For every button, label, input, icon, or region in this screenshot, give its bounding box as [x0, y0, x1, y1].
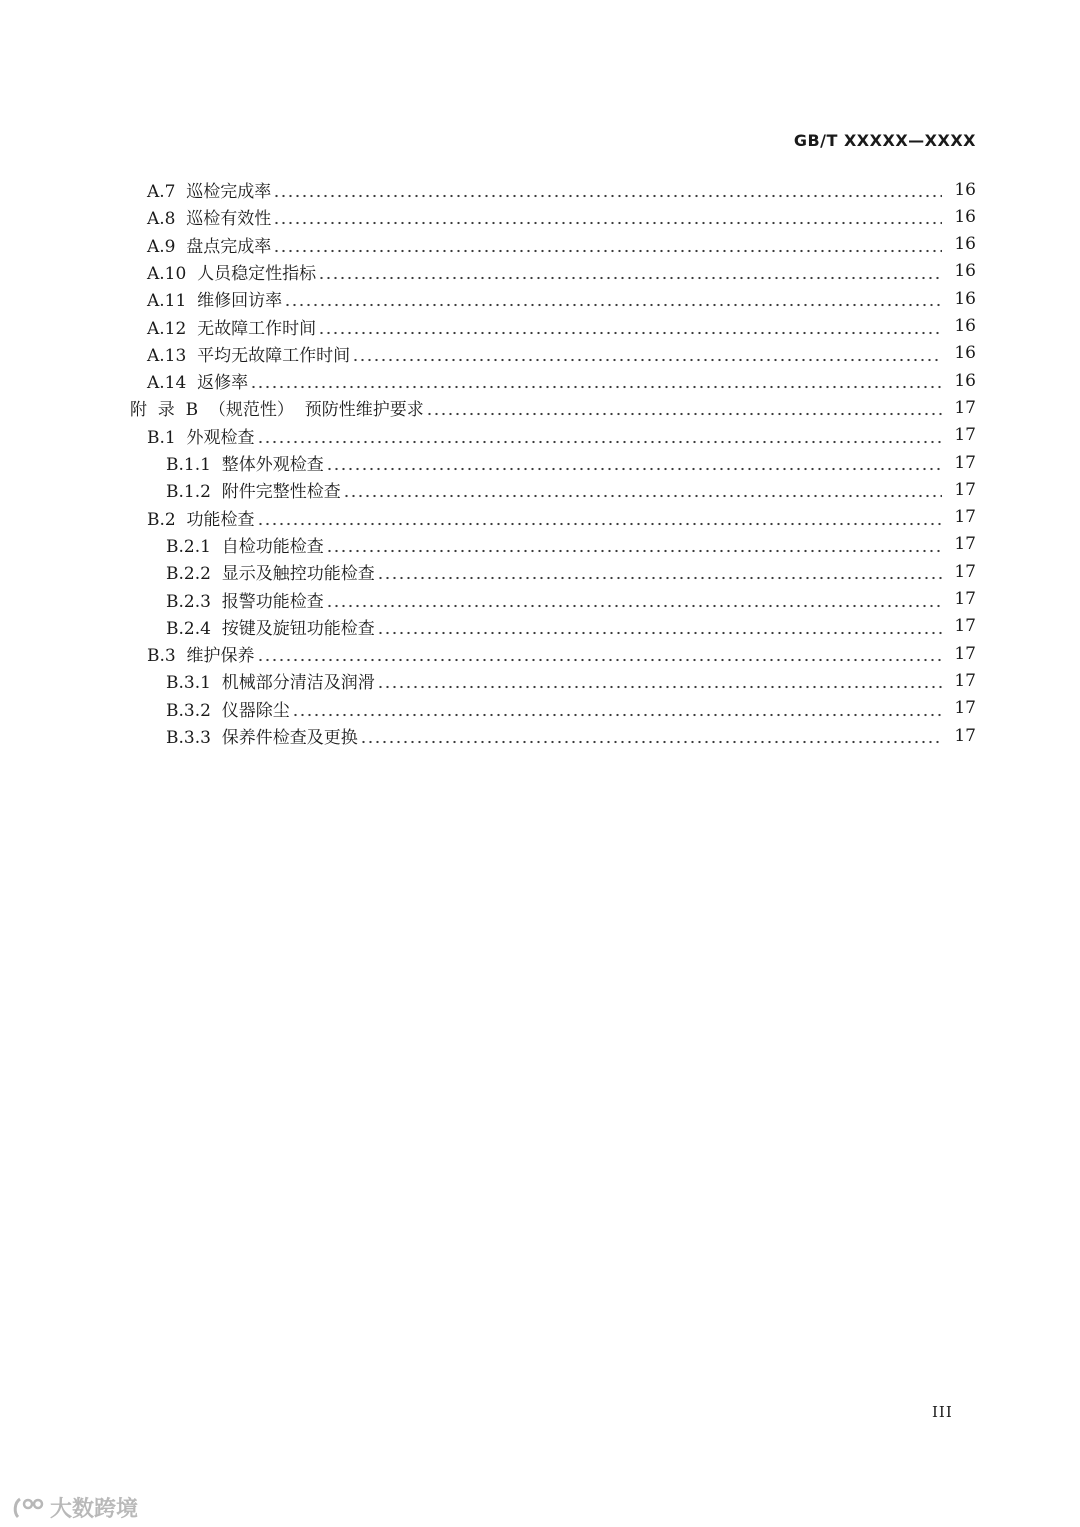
toc-entry[interactable] [166, 558, 976, 585]
toc-entry[interactable] [147, 504, 976, 531]
toc-entry-label: B.3 维护保养 [147, 646, 255, 667]
toc-entry-page: 17 [954, 425, 976, 446]
toc-entry-page: 17 [954, 452, 976, 473]
toc-entry-label: B.2 功能检查 [147, 509, 255, 530]
toc-leader-dots [377, 613, 942, 640]
toc-entry[interactable] [166, 613, 976, 640]
toc-entry[interactable] [166, 586, 976, 613]
watermark [12, 1492, 138, 1523]
toc-entry-page: 16 [954, 234, 976, 255]
toc-entry-label: B.2.3 报警功能检查 [166, 591, 324, 612]
toc-entry-page: 16 [954, 179, 976, 200]
toc-leader-dots [343, 476, 942, 503]
toc-leader-dots [377, 667, 942, 694]
toc-entry-label: A.7 巡检完成率 [147, 182, 272, 202]
toc-entry-page: 17 [954, 725, 976, 746]
toc-leader-dots [292, 695, 942, 722]
toc-entry[interactable] [147, 313, 976, 340]
toc-leader-dots [284, 285, 942, 312]
toc-entry-page: 17 [954, 507, 976, 528]
toc-entry-page: 16 [954, 343, 976, 364]
toc-entry[interactable] [147, 640, 976, 667]
toc-entry[interactable] [166, 695, 976, 722]
toc-leader-dots [257, 422, 942, 449]
toc-leader-dots [250, 367, 942, 394]
toc-entry[interactable] [147, 340, 976, 367]
toc-entry-label: A.14 返修率 [147, 373, 249, 394]
page-number: III [932, 1403, 953, 1421]
toc-entry[interactable] [147, 231, 976, 258]
toc-entry-label: B.3.3 保养件检查及更换 [166, 728, 358, 748]
toc-entry-page: 16 [954, 370, 976, 391]
toc-entry-page: 17 [954, 589, 976, 609]
toc-entry[interactable] [147, 176, 976, 203]
toc-leader-dots [326, 449, 942, 476]
toc-leader-dots [257, 504, 942, 531]
toc-entry[interactable] [147, 258, 976, 285]
toc-leader-dots [326, 586, 942, 613]
toc-leader-dots [377, 558, 942, 585]
watermark-text: 大数跨境 [50, 1497, 139, 1522]
toc-entry[interactable] [166, 476, 976, 503]
toc-entry[interactable] [166, 722, 976, 749]
toc-leader-dots [273, 231, 942, 258]
brand-logo-icon [12, 1495, 46, 1521]
toc-entry-page: 17 [954, 670, 976, 691]
toc-leader-dots [352, 340, 942, 367]
toc-entry-label: 附 录 B （规范性） 预防性维护要求 [130, 400, 424, 421]
toc-entry-label: B.3.1 机械部分清洁及润滑 [166, 673, 375, 694]
toc-leader-dots [360, 722, 942, 749]
toc-leader-dots [426, 394, 942, 421]
toc-entry-page: 17 [954, 534, 976, 555]
toc-leader-dots [273, 203, 942, 230]
toc-entry-label: A.13 平均无故障工作时间 [147, 345, 351, 366]
toc-entry-page: 17 [954, 397, 976, 418]
toc-leader-dots [273, 176, 942, 203]
toc-entry-label: A.11 维修回访率 [147, 291, 283, 312]
toc-entry-label: B.2.2 显示及触控功能检查 [166, 564, 375, 585]
toc-leader-dots [318, 313, 942, 340]
toc-entry-page: 16 [954, 288, 976, 309]
toc-entry[interactable] [166, 667, 976, 694]
toc-entry-page: 17 [954, 561, 976, 582]
toc-entry[interactable] [130, 394, 976, 421]
toc-entry-page: 16 [954, 261, 976, 282]
toc-leader-dots [326, 531, 942, 558]
toc-entry-page: 17 [954, 643, 976, 664]
toc-entry[interactable] [147, 203, 976, 230]
toc-leader-dots [318, 258, 942, 285]
toc-entry-label: B.2.1 自检功能检查 [166, 536, 324, 557]
toc-entry-page: 17 [954, 698, 976, 719]
toc-entry-label: B.2.4 按键及旋钮功能检查 [166, 618, 375, 639]
toc-entry-label: A.9 盘点完成率 [147, 236, 272, 257]
toc-entry[interactable] [147, 285, 976, 312]
toc-entry-label: A.12 无故障工作时间 [147, 318, 317, 339]
toc-entry-page: 16 [954, 316, 976, 336]
toc-entry-label: B.1.1 整体外观检查 [166, 455, 324, 475]
toc-entry-label: B.1.2 附件完整性检查 [166, 482, 341, 503]
toc-entry-label: A.10 人员稳定性指标 [147, 263, 317, 284]
toc-entry[interactable] [147, 367, 976, 394]
toc-entry[interactable] [147, 422, 976, 449]
toc-leader-dots [257, 640, 942, 667]
toc-entry-page: 17 [954, 479, 976, 500]
toc-entry-page: 16 [954, 206, 976, 227]
toc-entry-label: A.8 巡检有效性 [147, 209, 272, 230]
toc-entry-label: B.3.2 仪器除尘 [166, 700, 290, 721]
toc-entry-page: 17 [954, 616, 976, 637]
document-code: GB/T XXXXX—XXXX [793, 131, 976, 150]
toc-entry[interactable] [166, 449, 976, 476]
toc-entry[interactable] [166, 531, 976, 558]
toc-entry-label: B.1 外观检查 [147, 427, 255, 448]
